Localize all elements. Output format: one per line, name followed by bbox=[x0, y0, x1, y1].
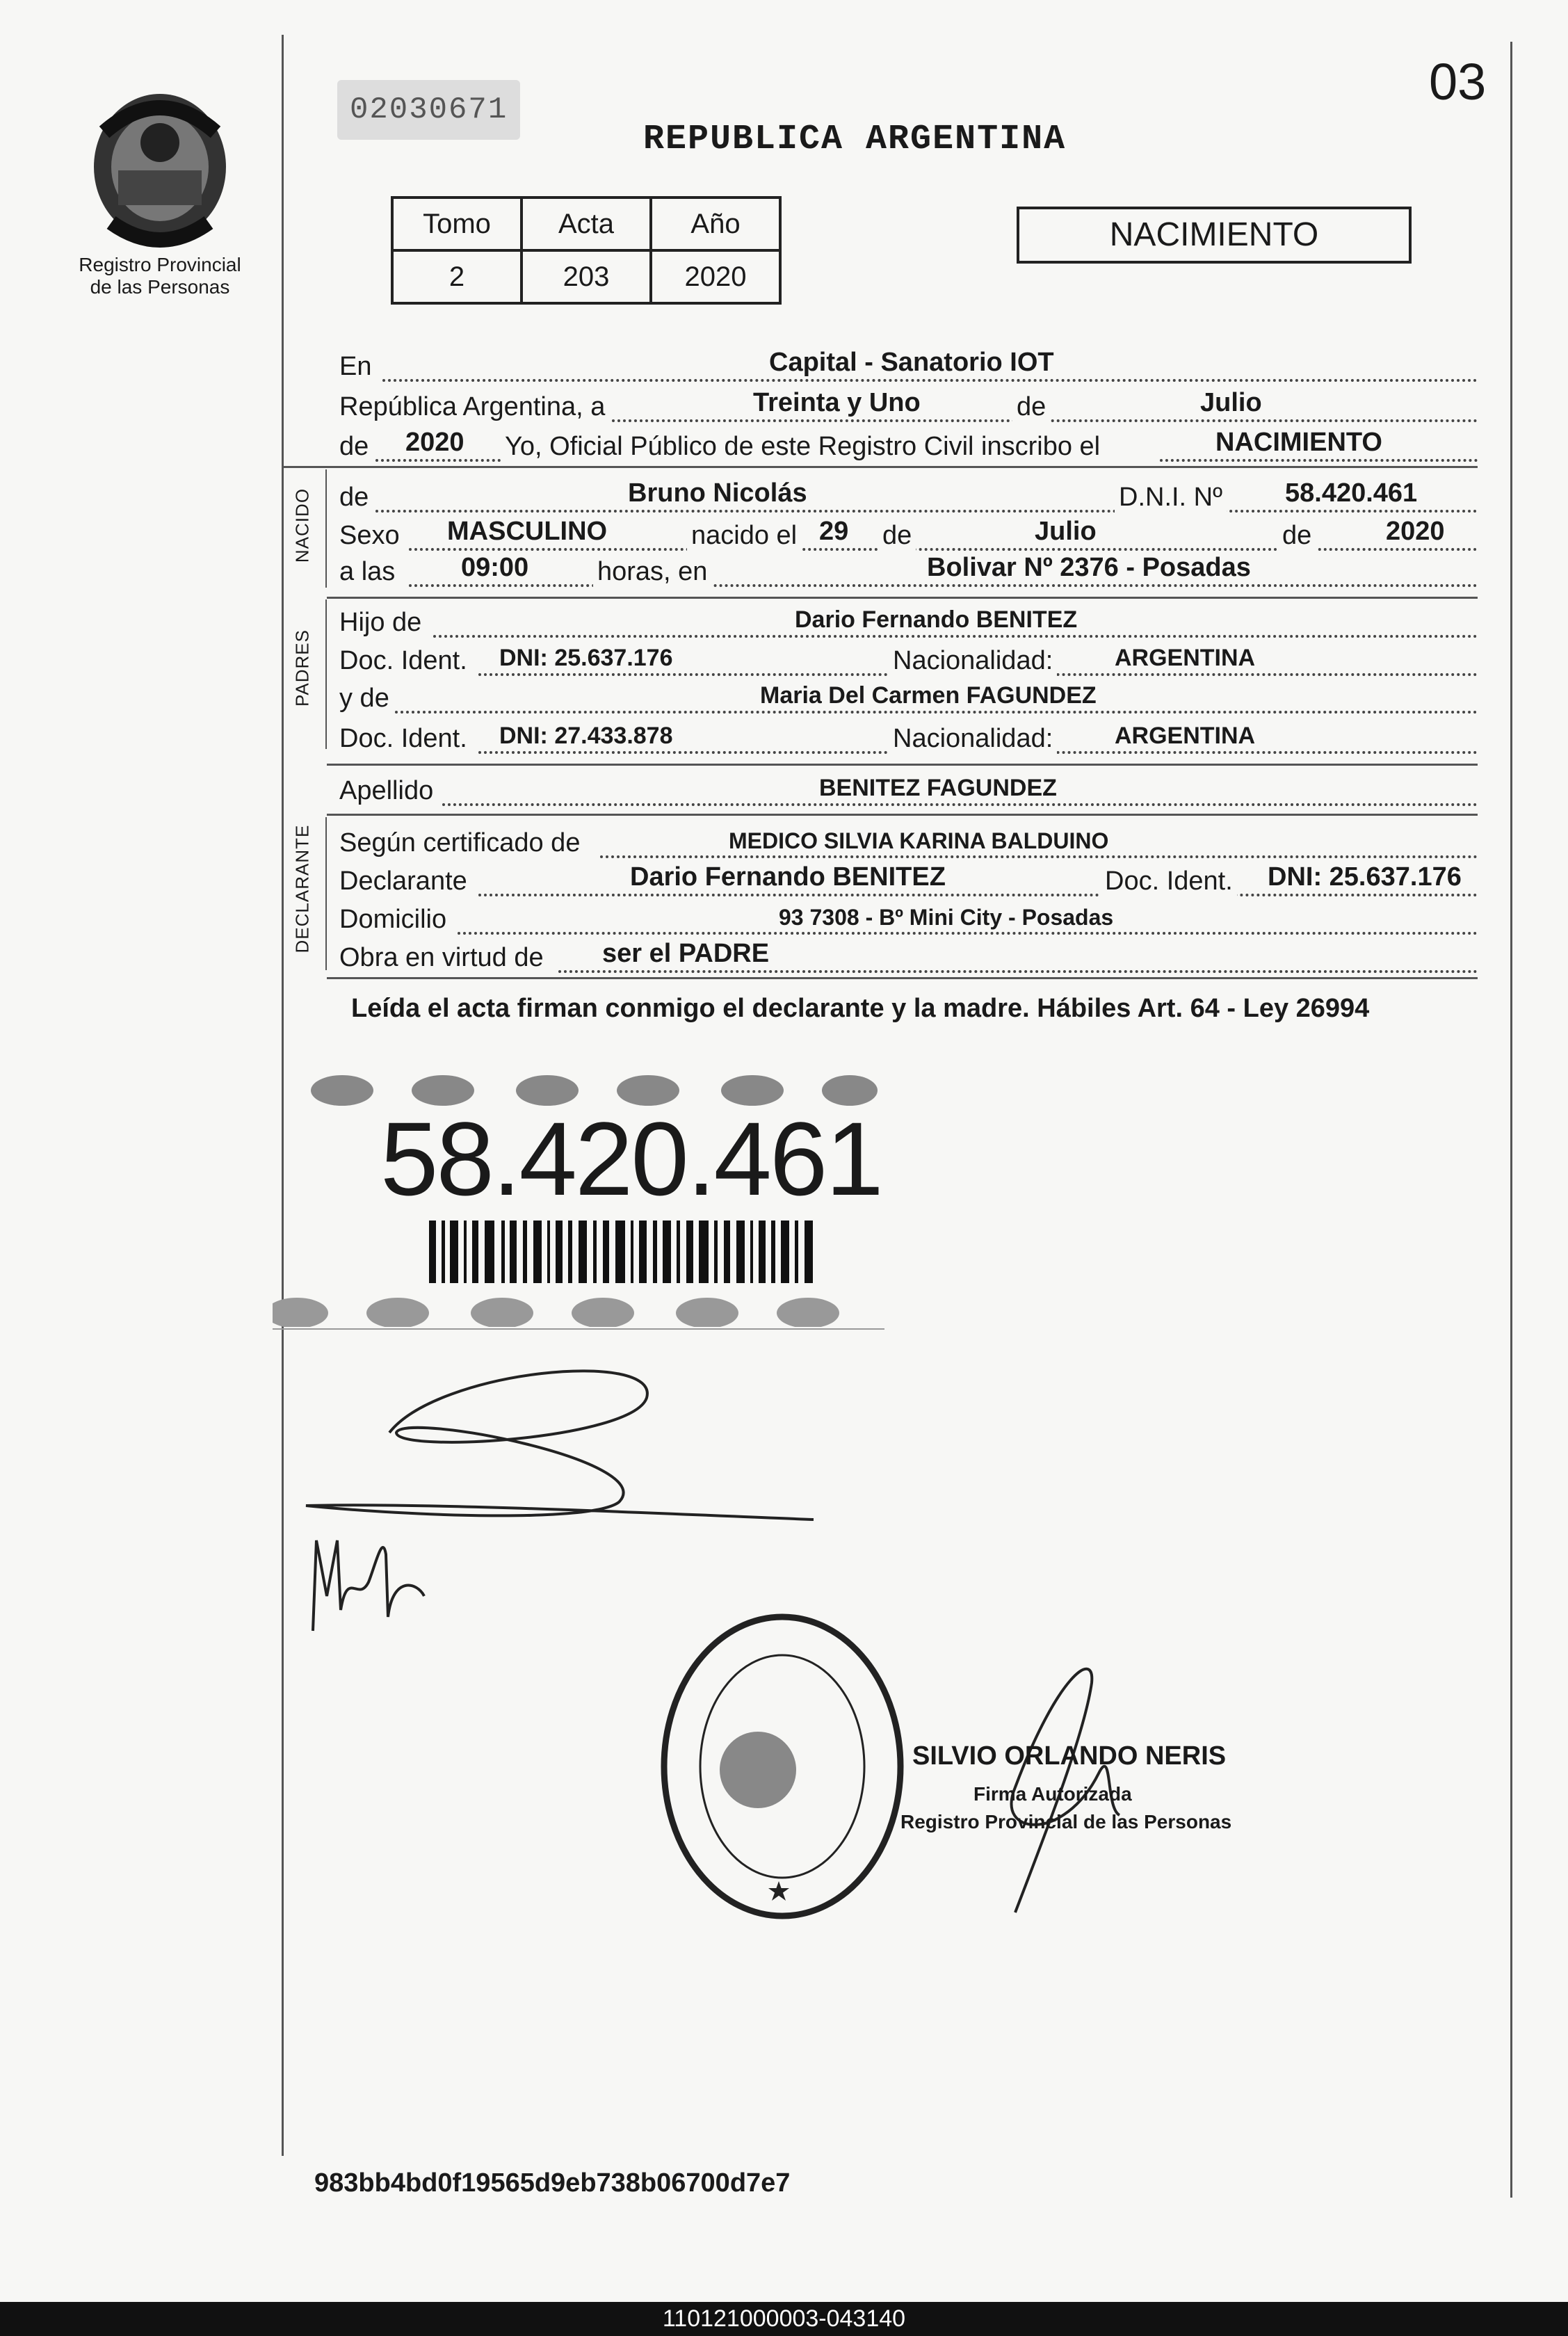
padres-section-label: PADRES bbox=[291, 629, 313, 707]
domicilio-label: Domicilio bbox=[339, 905, 447, 934]
a-las-label: a las bbox=[339, 557, 396, 586]
mother-doc-value: DNI: 27.433.878 bbox=[499, 723, 673, 749]
en-value: Capital - Sanatorio IOT bbox=[769, 348, 1054, 377]
father-doc-label: Doc. Ident. bbox=[339, 646, 467, 675]
line-declarante bbox=[339, 859, 1478, 901]
serial-number: 02030671 bbox=[337, 80, 520, 140]
line-father-doc bbox=[339, 638, 1478, 680]
father-nat-label: Nacionalidad: bbox=[889, 646, 1057, 676]
barcode-icon bbox=[429, 1221, 815, 1283]
official-org: Registro Provincial de las Personas bbox=[900, 1811, 1232, 1832]
tomo-header: Tomo bbox=[392, 198, 522, 250]
line-date bbox=[339, 385, 1478, 426]
birth-day-value: 29 bbox=[819, 517, 849, 546]
registry-logo bbox=[76, 90, 243, 298]
inscribo-value: NACIMIENTO bbox=[1215, 428, 1382, 457]
page-number: 03 bbox=[1429, 53, 1487, 111]
official-name: SILVIO ORLANDO NERIS bbox=[912, 1741, 1227, 1771]
yo-text: Yo, Oficial Público de este Registro Civil inscribo el bbox=[505, 432, 1101, 461]
declarante-label: Declarante bbox=[339, 867, 467, 896]
line-year bbox=[339, 424, 1478, 466]
de-label: de bbox=[1012, 392, 1050, 422]
birth-de2-label: de bbox=[1278, 521, 1316, 551]
sexo-value: MASCULINO bbox=[447, 517, 608, 546]
act-type-box: NACIMIENTO bbox=[1017, 207, 1412, 264]
logo-line-1: Registro Provincial bbox=[79, 254, 241, 275]
child-name-value: Bruno Nicolás bbox=[628, 478, 807, 508]
watermark-bottom-icons bbox=[273, 1287, 884, 1330]
declarante-doc-value: DNI: 25.637.176 bbox=[1268, 862, 1462, 892]
nacido-de-label: de bbox=[339, 483, 369, 512]
en-label: En bbox=[339, 352, 372, 381]
apellido-label: Apellido bbox=[339, 776, 434, 805]
line-nacido-sexo bbox=[339, 513, 1478, 555]
line-father bbox=[339, 600, 1478, 642]
acta-header: Acta bbox=[522, 198, 651, 250]
mother-signature-icon bbox=[306, 1527, 431, 1638]
child-dni-value: 58.420.461 bbox=[1285, 478, 1418, 508]
month-value: Julio bbox=[1200, 388, 1262, 417]
apellido-value: BENITEZ FAGUNDEZ bbox=[819, 775, 1057, 801]
republica-label: República Argentina, a bbox=[339, 392, 606, 421]
obra-value: ser el PADRE bbox=[602, 939, 770, 968]
horas-label: horas, en bbox=[593, 557, 711, 587]
nacido-section-label: NACIDO bbox=[291, 488, 313, 563]
registration-table bbox=[391, 196, 782, 305]
line-mother-doc bbox=[339, 716, 1478, 758]
line-nacido-name bbox=[339, 475, 1478, 517]
barcode-sticker bbox=[273, 1071, 884, 1328]
mother-nat-value: ARGENTINA bbox=[1115, 723, 1256, 749]
ano-header: Año bbox=[651, 198, 780, 250]
mother-doc-label: Doc. Ident. bbox=[339, 724, 467, 753]
barcode-number: 58.420.461 bbox=[380, 1100, 882, 1217]
day-words-value: Treinta y Uno bbox=[753, 388, 921, 417]
dni-label: D.N.I. Nº bbox=[1115, 483, 1227, 513]
official-stamp-icon bbox=[654, 1606, 911, 1926]
official-role: Firma Autorizada bbox=[973, 1783, 1132, 1805]
ano-value: 2020 bbox=[651, 250, 780, 303]
declarant-signature-icon bbox=[299, 1356, 827, 1530]
declarante-doc-label: Doc. Ident. bbox=[1101, 867, 1237, 896]
birth-de-label: de bbox=[878, 521, 916, 551]
tomo-value: 2 bbox=[392, 250, 522, 303]
birth-place-value: Bolivar Nº 2376 - Posadas bbox=[927, 553, 1251, 582]
domicilio-value: 93 7308 - Bº Mini City - Posadas bbox=[779, 905, 1114, 930]
line-nacido-hora bbox=[339, 549, 1478, 591]
nacido-el-label: nacido el bbox=[687, 521, 801, 551]
obra-label: Obra en virtud de bbox=[339, 943, 544, 972]
footer-code: 110121000003-043140 bbox=[0, 2302, 1568, 2336]
father-doc-value: DNI: 25.637.176 bbox=[499, 645, 673, 671]
acta-value: 203 bbox=[522, 250, 651, 303]
line-mother bbox=[339, 676, 1478, 718]
cert-label: Según certificado de bbox=[339, 828, 581, 857]
birth-month-value: Julio bbox=[1035, 517, 1097, 546]
logo-line-2: de las Personas bbox=[90, 276, 230, 298]
mother-nat-label: Nacionalidad: bbox=[889, 724, 1057, 754]
right-margin-line bbox=[1510, 42, 1512, 2198]
line-apellido bbox=[339, 768, 1478, 810]
line-obra bbox=[339, 935, 1478, 977]
sexo-label: Sexo bbox=[339, 521, 400, 550]
cert-value: MEDICO SILVIA KARINA BALDUINO bbox=[729, 828, 1109, 853]
closing-note: Leída el acta firman conmigo el declarante y la madre. Hábiles Art. 64 - Ley 26994 bbox=[351, 994, 1370, 1023]
birth-year-value: 2020 bbox=[1386, 517, 1445, 546]
time-value: 09:00 bbox=[461, 553, 529, 582]
line-en bbox=[339, 344, 1478, 386]
hijo-de-label: Hijo de bbox=[339, 608, 422, 637]
line-domicilio bbox=[339, 897, 1478, 939]
declarante-value: Dario Fernando BENITEZ bbox=[630, 862, 946, 892]
document-title: REPUBLICA ARGENTINA bbox=[643, 120, 1067, 159]
document-hash: 983bb4bd0f19565d9eb738b06700d7e7 bbox=[314, 2168, 791, 2198]
province-seal-icon bbox=[83, 90, 236, 250]
de2-label: de bbox=[339, 432, 369, 461]
y-de-label: y de bbox=[339, 684, 389, 713]
father-nat-value: ARGENTINA bbox=[1115, 645, 1256, 671]
mother-name-value: Maria Del Carmen FAGUNDEZ bbox=[760, 682, 1097, 709]
father-name-value: Dario Fernando BENITEZ bbox=[795, 606, 1078, 633]
declarante-section-label: DECLARANTE bbox=[291, 824, 313, 953]
line-certificado bbox=[339, 821, 1478, 862]
year-value: 2020 bbox=[405, 428, 464, 457]
